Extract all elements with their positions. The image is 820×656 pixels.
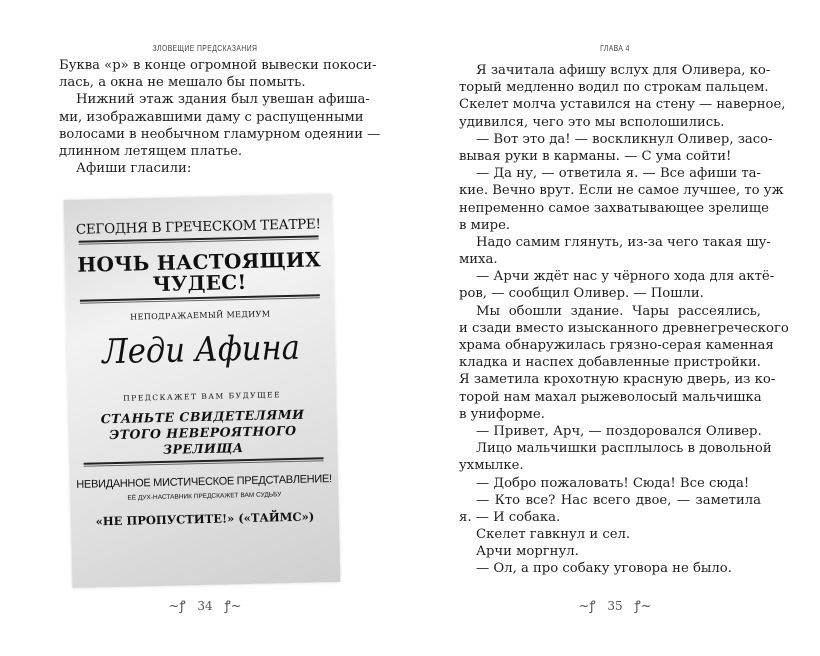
body-text: [59, 57, 381, 177]
text-line: Буква «р» в конце огромной вывески покоси-: [59, 58, 377, 73]
running-head: ГЛАВА 4: [600, 44, 630, 53]
text-line: храма обнаружилась грязно-серая каменная: [459, 338, 774, 353]
text-line: волосами в необычном гламурном одеянии —: [59, 126, 381, 142]
text-line: удивился, чего это мы всполошились.: [459, 114, 725, 130]
text-line: в мире.: [459, 217, 511, 233]
text-line: — Да ну, — ответила я. — Все афиши та-: [476, 166, 761, 182]
text-line: — Вот это да! — воскликнул Оливер, засо-: [476, 131, 773, 147]
ornament-icon: ~ꝭ: [168, 599, 186, 614]
poster-callout-line: ЭТОГО НЕВЕРОЯТНОГО ЗРЕЛИЩА: [109, 422, 297, 457]
poster-tagline: ПРЕДСКАЖЕТ ВАМ БУДУЩЕЕ: [123, 390, 282, 403]
text-line: я. — И собака.: [459, 509, 561, 525]
page-number: 34: [197, 599, 213, 613]
poster-name: Леди Афина: [101, 327, 301, 373]
poster-show: НЕВИДАННОЕ МИСТИЧЕСКОЕ ПРЕДСТАВЛЕНИЕ!: [76, 473, 332, 491]
text-line: миха.: [459, 252, 498, 268]
poster-headline: СЕГОДНЯ В ГРЕЧЕСКОМ ТЕАТРЕ!: [75, 216, 321, 238]
text-line: Нижний этаж здания был увешан афиша-: [76, 92, 370, 108]
text-line: Скелет гавкнул и сел.: [476, 527, 631, 543]
right-page: [410, 0, 820, 656]
text-line: вывая руки в карманы. — С ума сойти!: [459, 148, 732, 164]
poster-quote: «НЕ ПРОПУСТИТЕ!» («ТАЙМС»): [95, 509, 315, 529]
poster-title: [65, 249, 334, 297]
text-line: Скелет молча уставился на стену — наверное,: [459, 97, 786, 113]
text-line: лась, а окна не мешало бы помыть.: [59, 75, 306, 91]
text-line: ухмылке.: [459, 458, 524, 474]
text-line: Лицо мальчишки расплылось в довольной: [476, 441, 772, 457]
running-head: ЗЛОВЕЩИЕ ПРЕДСКАЗАНИЯ: [152, 44, 258, 53]
text-line: Я зачитала афишу вслух для Оливера, ко-: [476, 63, 771, 78]
poster-note: ЕЁ ДУХ-НАСТАВНИК ПРЕДСКАЖЕТ ВАМ СУДЬБУ: [127, 491, 282, 502]
page-number: 35: [607, 599, 623, 613]
ornament-icon: ꝭ~: [634, 599, 652, 614]
text-line: ров, — сообщил Оливер. — Пошли.: [459, 286, 704, 302]
body-text: [459, 62, 789, 578]
text-line: в униформе.: [459, 406, 545, 422]
poster-title-line: ЧУДЕС!: [152, 269, 247, 297]
poster-title-line: НОЧЬ НАСТОЯЩИХ: [77, 247, 322, 277]
ornament-icon: ~ꝭ: [578, 599, 596, 614]
text-line: торой нам махал рыжеволосый мальчишка: [459, 389, 762, 405]
text-line: Афиши гласили:: [76, 161, 192, 177]
text-line: ми, изображавшими даму с распущенными: [59, 109, 364, 125]
text-line: непременно самое захватывающее зрелище: [459, 200, 769, 216]
text-line: кладка и наспех добавленные пристройки.: [459, 355, 761, 371]
text-line: Арчи моргнул.: [476, 544, 579, 560]
text-line: и сзади вместо изысканного древнегреческого: [459, 320, 789, 336]
poster-callout-line: СТАНЬТЕ СВИДЕТЕЛЯМИ: [100, 406, 305, 427]
text-line: Мы обошли здание. Чары рассеялись,: [476, 303, 761, 319]
text-line: кие. Вечно врут. Если не самое лучшее, то уж: [459, 183, 784, 199]
text-line: — Кто все? Нас всего двое, — заметила: [476, 492, 761, 508]
text-line: Я заметила крохотную красную дверь, из ко-: [459, 372, 776, 388]
text-line: — Добро пожаловать! Сюда! Все сюда!: [476, 475, 750, 491]
text-line: — Арчи ждёт нас у чёрного хода для актё-: [476, 269, 775, 285]
poster-callout: [68, 406, 337, 460]
text-line: торый медленно водил по строкам пальцем.: [459, 80, 769, 96]
page-folio: [410, 596, 820, 614]
page-folio: [0, 596, 410, 614]
ornament-icon: ꝭ~: [224, 599, 242, 614]
poster-subtitle: НЕПОДРАЖАЕМЫЙ МЕДИУМ: [130, 309, 271, 322]
text-line: длинном летящем платье.: [59, 143, 243, 159]
text-line: Надо самим глянуть, из-за чего такая шу-: [476, 234, 771, 250]
text-line: — Ол, а про собаку уговора не было.: [476, 561, 732, 577]
text-line: — Привет, Арч, — поздоровался Оливер.: [476, 423, 762, 439]
poster-image: [64, 194, 341, 588]
